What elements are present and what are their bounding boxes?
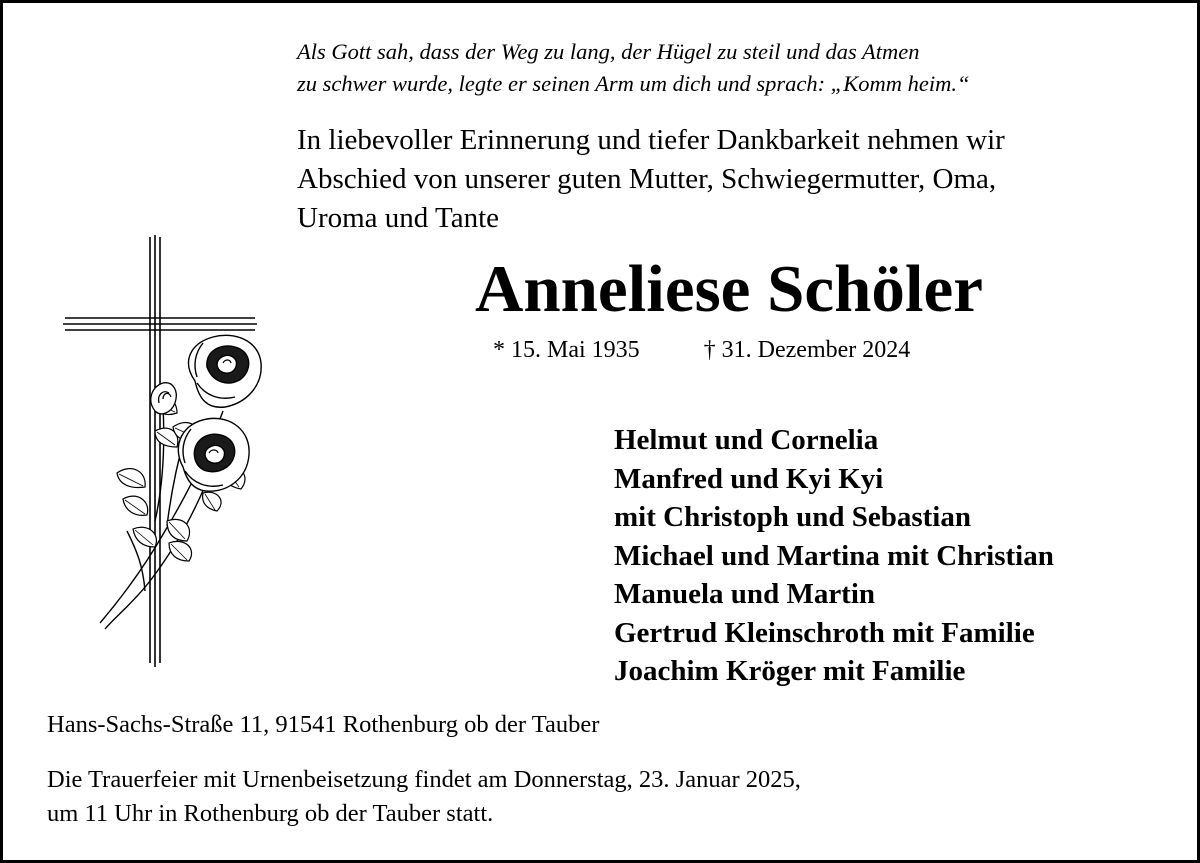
mourner-entry: Helmut und Cornelia [614, 424, 879, 456]
intro-line: Uroma und Tante [297, 202, 499, 234]
mourners-list [614, 421, 1054, 691]
deceased-name: Anneliese Schöler [474, 252, 984, 326]
birth-date: * 15. Mai 1935 [493, 337, 640, 363]
poem-verse [297, 36, 969, 100]
ceremony-line: um 11 Uhr in Rothenburg ob der Tauber statt. [47, 800, 494, 827]
mourner-entry: Michael und Martina mit Christian [614, 539, 1054, 572]
death-date: † 31. Dezember 2024 [703, 337, 911, 363]
intro-text [297, 121, 1005, 238]
mourner-entry: Joachim Kröger mit Familie [614, 655, 966, 687]
ceremony-line: Die Trauerfeier mit Urnenbeisetzung findet am Donnerstag, 23. Januar 2025, [47, 766, 801, 793]
cross-with-roses-icon [55, 231, 265, 671]
life-dates [493, 334, 910, 366]
intro-line: In liebevoller Erinnerung und tiefer Dankbarkeit nehmen wir [297, 124, 1005, 156]
mourner-entry: mit Christoph und Sebastian [614, 501, 971, 533]
mourner-entry: Manuela und Martin [614, 578, 876, 610]
intro-line: Abschied von unserer guten Mutter, Schwiegermutter, Oma, [297, 163, 997, 195]
family-address: Hans-Sachs-Straße 11, 91541 Rothenburg ob der Tauber [47, 711, 600, 738]
mourner-entry: Manfred und Kyi Kyi [614, 462, 884, 495]
poem-line: zu schwer wurde, legte er seinen Arm um dich und sprach: „Komm heim.“ [297, 71, 970, 96]
rose-icon [189, 335, 262, 407]
poem-line: Als Gott sah, dass der Weg zu lang, der Hügel zu steil und das Atmen [297, 39, 920, 64]
ceremony-info [47, 763, 801, 831]
mourner-entry: Gertrud Kleinschroth mit Familie [614, 616, 1035, 649]
